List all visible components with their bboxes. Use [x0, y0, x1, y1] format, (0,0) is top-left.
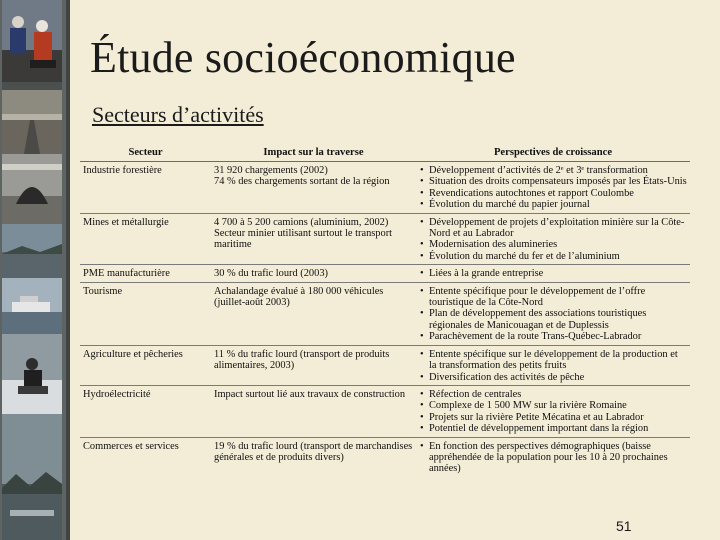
impact-line: 11 % du trafic lourd (transport de produits alimentaires, 2003)	[214, 348, 390, 372]
impact-cell	[211, 385, 416, 437]
sector-cell: Agriculture et pêcheries	[80, 345, 211, 385]
list-item: • Développement d’activités de 2ᵉ et 3ᵉ transformation	[419, 165, 687, 176]
list-item: • Parachèvement de la route Trans-Québec-Labrador	[419, 331, 687, 342]
header-perspectives: Perspectives de croissance	[416, 145, 690, 162]
page-number: 51	[616, 518, 632, 534]
list-item: • En fonction des perspectives démographiques (baisse appréhendée de la population pour les 10 à 20 prochaines années)	[419, 441, 687, 475]
sector-cell: PME manufacturière	[80, 265, 211, 282]
road-photo	[2, 90, 62, 155]
impact-line: 19 % du trafic lourd (transport de marchandises générales et de produits divers)	[214, 440, 413, 463]
list-item: • Entente spécifique pour le développement de l’offre touristique de la Côte-Nord	[419, 286, 687, 309]
table-row	[80, 282, 690, 345]
sector-cell: Tourisme	[80, 282, 211, 345]
list-item: • Complexe de 1 500 MW sur la rivière Romaine	[419, 400, 687, 411]
tunnel-photo	[2, 154, 62, 225]
sector-cell: Commerces et services	[80, 437, 211, 477]
perspectives-cell	[416, 385, 690, 437]
landscape-photo	[2, 414, 62, 540]
perspectives-cell	[416, 282, 690, 345]
list-item: • Modernisation des alumineries	[419, 239, 687, 250]
impact-line: Secteur minier utilisant surtout le transport maritime	[214, 228, 393, 251]
perspectives-cell	[416, 213, 690, 265]
list-item: • Entente spécifique sur le développement de la production et la transformation des petits fruits	[419, 349, 687, 372]
sidebar-photo-strip	[0, 0, 66, 540]
list-item: • Évolution du marché du papier journal	[419, 199, 687, 210]
list-item: • Évolution du marché du fer et de l’aluminium	[419, 251, 687, 262]
impact-line: Impact surtout lié aux travaux de construction	[214, 388, 406, 400]
impact-line: 30 % du trafic lourd (2003)	[214, 268, 328, 280]
perspectives-cell	[416, 437, 690, 477]
sector-cell: Hydroélectricité	[80, 385, 211, 437]
sector-cell: Industrie forestière	[80, 162, 211, 214]
table-row	[80, 213, 690, 265]
impact-cell	[211, 282, 416, 345]
sector-cell: Mines et métallurgie	[80, 213, 211, 265]
snowmobile-photo	[2, 334, 62, 415]
section-subtitle: Secteurs d’activités	[92, 102, 264, 127]
table-row	[80, 162, 690, 214]
impact-cell	[211, 213, 416, 265]
list-item: • Projets sur la rivière Petite Mécatina et au Labrador	[419, 412, 687, 423]
list-item: • Réfection de centrales	[419, 389, 687, 400]
table-row	[80, 385, 690, 437]
impact-cell	[211, 162, 416, 214]
workers-photo	[2, 0, 62, 83]
impact-line: 74 % des chargements sortant de la région	[214, 176, 390, 188]
list-item: • Plan de développement des associations touristiques régionales de Manicouagan et de Duplessis	[419, 308, 687, 331]
list-item: • Développement de projets d’exploitation minière sur la Côte-Nord et au Labrador	[419, 217, 687, 240]
perspectives-cell	[416, 265, 690, 282]
sidebar-accent-bar	[66, 0, 70, 540]
ferry-photo	[2, 278, 62, 335]
impact-cell	[211, 437, 416, 477]
impact-line: 31 920 chargements (2002)	[214, 165, 328, 176]
page-title: Étude socioéconomique	[90, 33, 516, 82]
impact-line: 4 700 à 5 200 camions (aluminium, 2002)	[214, 216, 389, 228]
list-item: • Revendications autochtones et rapport Coulombe	[419, 188, 687, 199]
list-item: • Potentiel de développement important dans la région	[419, 423, 687, 434]
table-row	[80, 345, 690, 385]
shore-photo	[2, 224, 62, 279]
list-item: • Liées à la grande entreprise	[419, 268, 687, 279]
table-row	[80, 437, 690, 477]
impact-cell	[211, 345, 416, 385]
sectors-table	[80, 145, 690, 477]
list-item: • Diversification des activités de pêche	[419, 372, 687, 383]
header-impact: Impact sur la traverse	[211, 145, 416, 162]
perspectives-cell	[416, 162, 690, 214]
impact-cell	[211, 265, 416, 282]
table-row	[80, 265, 690, 282]
list-item: • Situation des droits compensateurs imposés par les États-Unis	[419, 176, 687, 187]
perspectives-cell	[416, 345, 690, 385]
header-sector: Secteur	[80, 145, 211, 162]
impact-line: Achalandage évalué à 180 000 véhicules (juillet-août 2003)	[214, 285, 384, 309]
table-header-row	[80, 145, 690, 162]
